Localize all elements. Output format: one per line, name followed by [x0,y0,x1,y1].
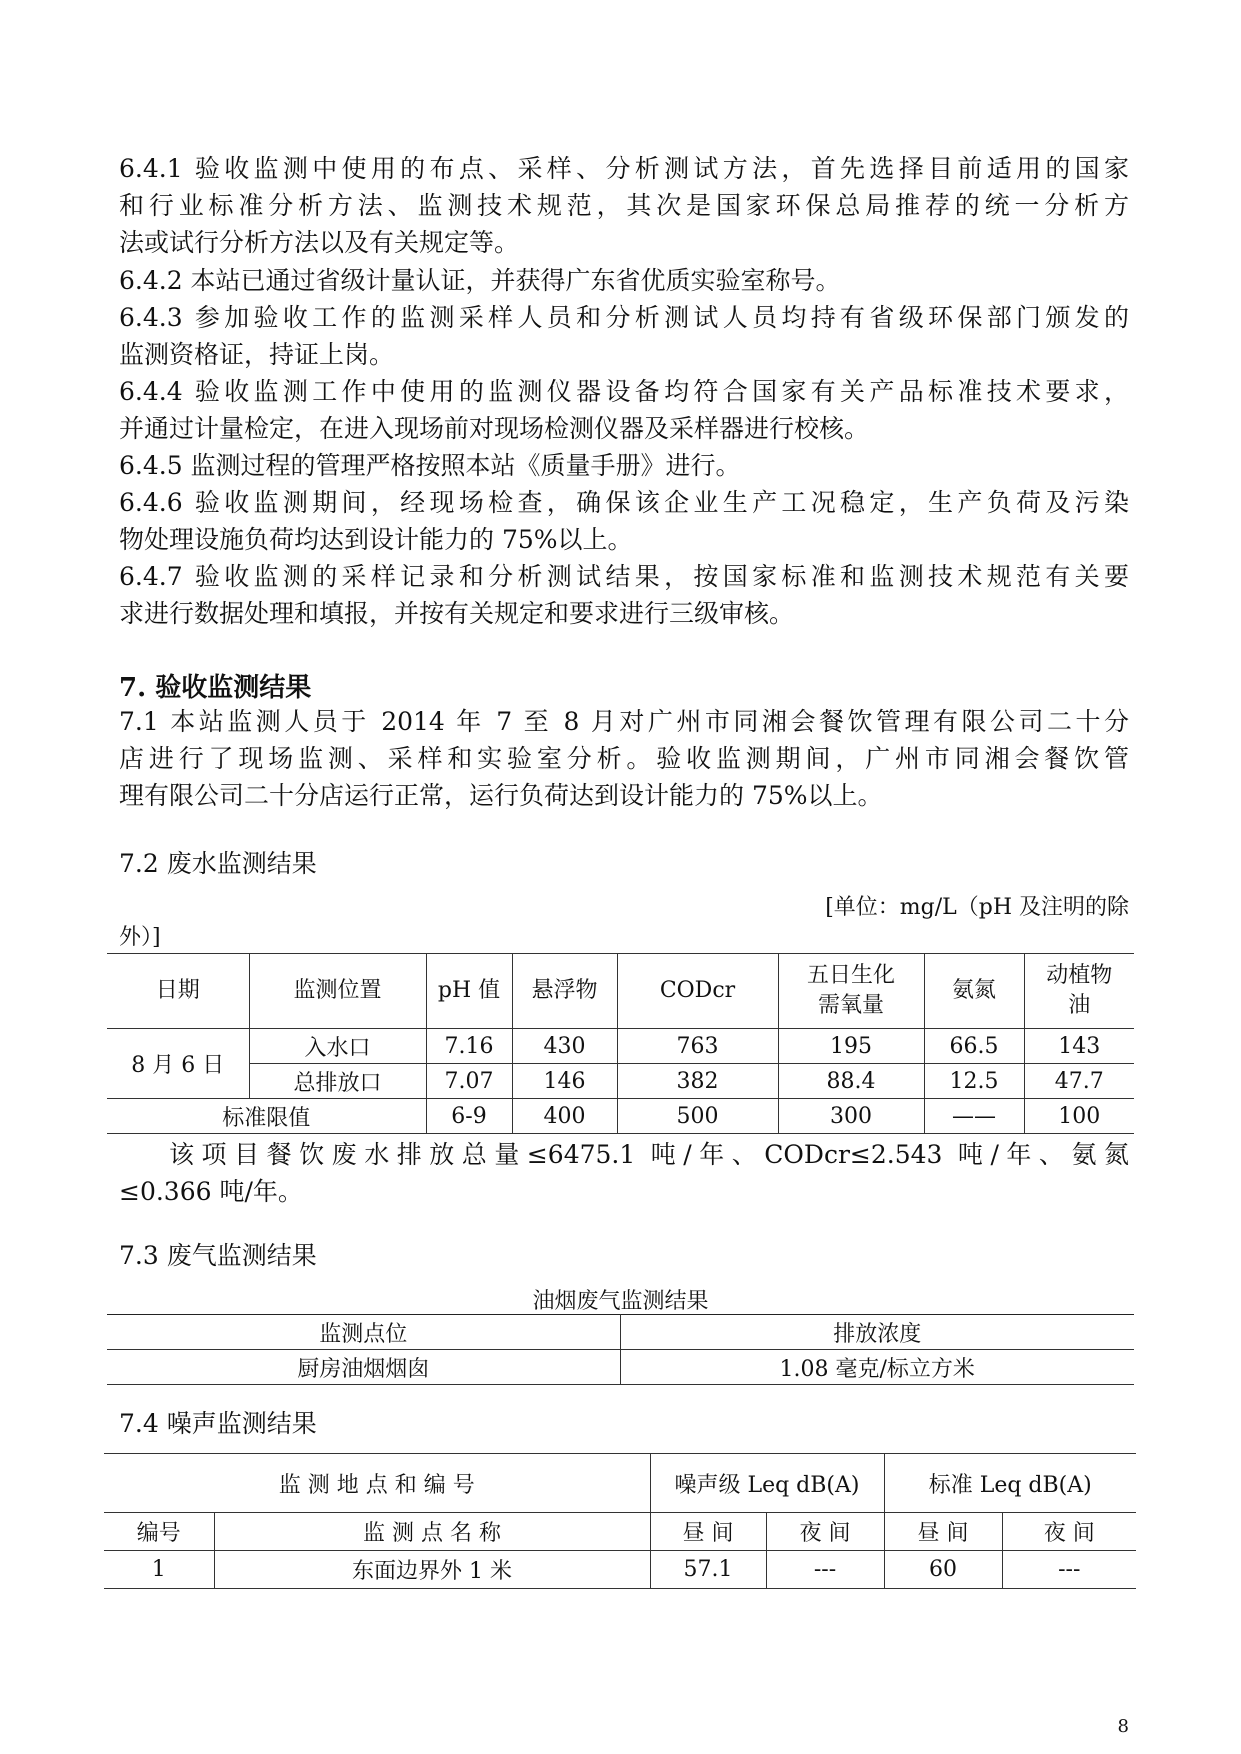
header-cell: 监 测 点 名 称 [214,1513,650,1551]
value-cell: 146 [512,1064,617,1099]
value-cell: 东面边界外 1 米 [214,1551,650,1589]
value-cell: 1.08 毫克/标立方米 [620,1350,1134,1385]
unit-note-cont: 外）] [119,925,161,950]
header-cell: 昼 间 [650,1513,766,1551]
text-line: 监测资格证，持证上岗。 [119,340,395,370]
table-row [104,1551,1136,1589]
table-header-row [104,1454,1136,1513]
value-cell: 763 [617,1029,778,1064]
limit-cell: 500 [617,1099,778,1134]
table-row-limit [107,1099,1134,1134]
section-7-3-heading: 7.3 废气监测结果 [119,1241,317,1270]
text-line: 6.4.1 验收监测中使用的布点、采样、分析测试方法，首先选择目前适用的国家 [119,154,1129,183]
value-cell: 12.5 [924,1064,1024,1099]
table-row [107,1064,1134,1099]
location-cell: 总排放口 [249,1064,426,1099]
header-cell: 夜 间 [766,1513,884,1551]
text-line: ≤0.366 吨/年。 [119,1177,303,1206]
header-cell: pH 值 [426,954,512,1029]
value-cell: 60 [884,1551,1002,1589]
section-7-4-heading: 7.4 噪声监测结果 [119,1409,317,1438]
value-cell: 57.1 [650,1551,766,1589]
text-line: 法或试行分析方法以及有关规定等。 [119,228,520,258]
value-cell: 7.16 [426,1029,512,1064]
wastewater-note [119,1136,1129,1210]
value-cell: 430 [512,1029,617,1064]
limit-cell: 6-9 [426,1099,512,1134]
header-cell: 悬浮物 [512,954,617,1029]
value-cell: 195 [778,1029,924,1064]
header-cell: 动植物 油 [1024,954,1134,1029]
table-header-row [107,954,1134,1029]
value-cell: 382 [617,1064,778,1099]
value-cell: 7.07 [426,1064,512,1099]
header-cell: 标准 Leq dB(A) [884,1454,1136,1513]
page-number: 8 [1117,1716,1129,1737]
value-cell: 88.4 [778,1064,924,1099]
header-cell: 编号 [104,1513,214,1551]
text-line: 7.1 本站监测人员于 2014 年 7 至 8 月对广州市同湘会餐饮管理有限公司二十分 [119,707,1129,736]
exhaust-table [107,1314,1134,1385]
location-cell: 入水口 [249,1029,426,1064]
header-cell: 噪声级 Leq dB(A) [650,1454,884,1513]
limit-cell: 100 [1024,1099,1134,1134]
limit-cell: 400 [512,1099,617,1134]
paragraph-6-4-1 [119,150,1129,262]
limit-cell: 300 [778,1099,924,1134]
section-7-2-heading: 7.2 废水监测结果 [119,849,317,878]
header-cell: 监测位置 [249,954,426,1029]
limit-cell: —— [924,1099,1024,1134]
value-cell: 143 [1024,1029,1134,1064]
date-cell: 8 月 6 日 [107,1029,249,1099]
text-line: 物处理设施负荷均达到设计能力的 75%以上。 [119,525,633,555]
section-7-title: 7. 验收监测结果 [119,673,312,703]
text-line: 该项目餐饮废水排放总量≤6475.1 吨/年、CODcr≤2.543 吨/年、氨氮 [169,1140,1129,1169]
paragraph-6-4-6 [119,484,1129,558]
value-cell: 厨房油烟烟囱 [107,1350,620,1385]
value-cell: 47.7 [1024,1064,1134,1099]
text-line: 6.4.2 本站已通过省级计量认证，并获得广东省优质实验室称号。 [119,266,841,295]
table-row [107,1350,1134,1385]
table-row [107,1029,1134,1064]
paragraph-6-4-2 [119,262,1129,299]
header-cell: 夜 间 [1002,1513,1136,1551]
paragraph-6-4-7 [119,558,1129,632]
paragraph-7-1 [119,703,1129,815]
header-cell: 氨氮 [924,954,1024,1029]
header-cell: 昼 间 [884,1513,1002,1551]
header-cell: 排放浓度 [620,1315,1134,1350]
table-header-row [107,1315,1134,1350]
text-line: 6.4.6 验收监测期间，经现场检查，确保该企业生产工况稳定，生产负荷及污染 [119,488,1129,517]
text-line: 店进行了现场监测、采样和实验室分析。验收监测期间，广州市同湘会餐饮管 [119,744,1129,774]
paragraph-6-4-3 [119,299,1129,373]
header-cell: 监 测 地 点 和 编 号 [104,1454,650,1513]
text-line: 6.4.4 验收监测工作中使用的监测仪器设备均符合国家有关产品标准技术要求， [119,377,1129,406]
header-cell: 监测点位 [107,1315,620,1350]
text-line: 6.4.5 监测过程的管理严格按照本站《质量手册》进行。 [119,451,741,480]
text-line: 6.4.3 参加验收工作的监测采样人员和分析测试人员均持有省级环保部门颁发的 [119,303,1129,332]
noise-table [104,1453,1136,1589]
unit-note: [单位：mg/L（pH 及注明的除 [825,895,1129,920]
paragraph-6-4-5 [119,447,1129,484]
text-line: 理有限公司二十分店运行正常，运行负荷达到设计能力的 75%以上。 [119,781,883,811]
text-line: 6.4.7 验收监测的采样记录和分析测试结果，按国家标准和监测技术规范有关要 [119,562,1129,591]
header-cell: 五日生化 需氧量 [778,954,924,1029]
header-cell: 日期 [107,954,249,1029]
paragraph-6-4-4 [119,373,1129,447]
header-cell: CODcr [617,954,778,1029]
text-line: 并通过计量检定，在进入现场前对现场检测仪器及采样器进行校核。 [119,414,870,444]
wastewater-table [107,953,1134,1134]
text-line: 和行业标准分析方法、监测技术规范，其次是国家环保总局推荐的统一分析方 [119,191,1129,221]
table-subheader-row [104,1513,1136,1551]
exhaust-table-caption: 油烟废气监测结果 [532,1289,709,1314]
text-line: 求进行数据处理和填报，并按有关规定和要求进行三级审核。 [119,599,795,629]
limit-label-cell: 标准限值 [107,1099,426,1134]
value-cell: --- [1002,1551,1136,1589]
value-cell: --- [766,1551,884,1589]
value-cell: 1 [104,1551,214,1589]
value-cell: 66.5 [924,1029,1024,1064]
